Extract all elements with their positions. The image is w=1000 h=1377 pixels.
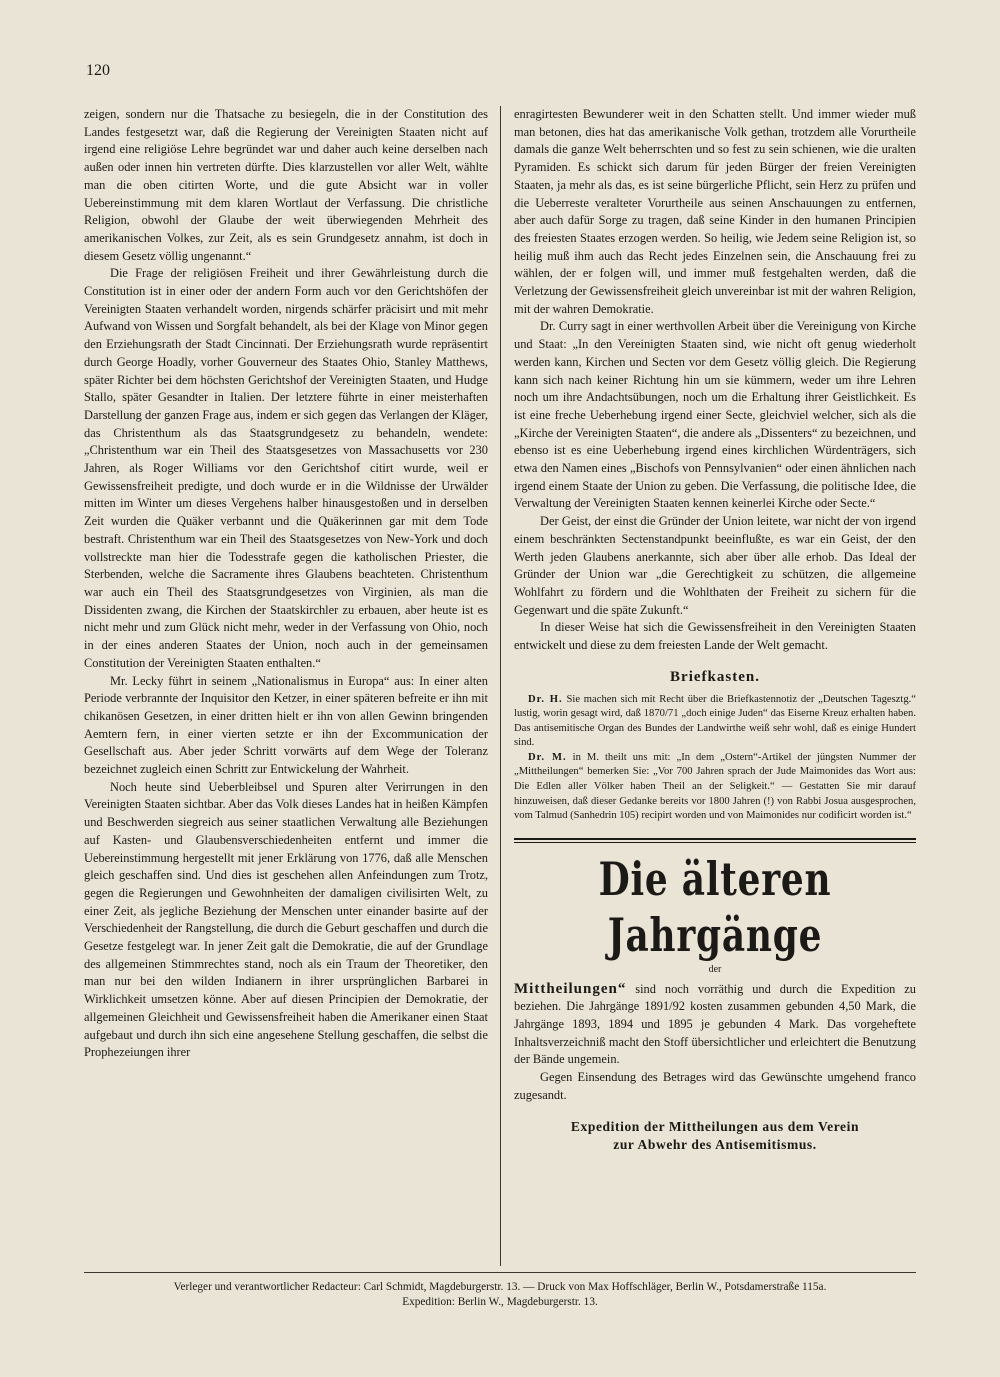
letter-item [514, 693, 916, 751]
ad-paragraph: Gegen Einsendung des Betrages wird das Gewünschte umgehend franco zugesandt. [514, 1070, 916, 1102]
imprint-line: Expedition: Berlin W., Magdeburgerstr. 13. [402, 1296, 598, 1308]
ad-signature-line: zur Abwehr des Antisemitismus. [613, 1137, 817, 1153]
paragraph: enragirtesten Bewunderer weit in den Schatten stellt. Und immer wieder muß man betonen, dies hat das amerikanische Volk gethan, trotzdem alle Vorurtheile damals die ganze Welt beherrschten und so fest zu sein schienen, wie die uralten Pyramiden. Es schickt sich darum für jeden Bürger der freien Vereinigten Staaten, ja mehr als das, es ist seine bürgerliche Pflicht, sein Herz zu prüfen und die Ueberreste veralteter Vorurtheile aus seinen Anschauungen zu entfernen, aber auch dafür Sorge zu tragen, daß seine Kinder in den humanen Principien des freiesten Staates erzogen werden. So heilig, wie Jedem seine Religion ist, so heilig muß ihm auch das Recht jedes Einzelnen sein, die Anschauung frei zu wählen, der er folgen will, und immer muß festgehalten werden, daß die Verletzung der Gewissensfreiheit gleich unvereinbar ist mit der wahren Religion, mit der wahren Demokratie. [514, 107, 916, 316]
ad-body [514, 981, 916, 1105]
paragraph: Dr. Curry sagt in einer werthvollen Arbeit über die Vereinigung von Kirche und Staat: „In den Vereinigten Staaten sind, wie nicht oft genug wiederholt werden kann, Kirchen und Secten vor dem Gesetz völlig gleich. Die Regierung kann sich nach keiner Richtung hin um sie kümmern, weder um ihre Lehren noch um ihre Andachtsübungen, noch um die Erhaltung ihrer Geistlichkeit. Es ist eine freche Ueberhebung irgend einer Secte, gleichviel welcher, sich als die „Kirche der Vereinigten Staaten“, die andere als „Dissenters“ zu bezeichnen, und ebenso ist es eine Ueberhebung irgend eines kirchlichen Würdenträgers, sich etwa den Namen eines „Bischofs von Pennsylvanien“ oder einen ähnlichen nach irgend einem Staate der Union zu geben. Die Verfassung, die politische Idee, die Verwaltung der Vereinigten Staaten kennen keinerlei Kirche oder Secte.“ [514, 319, 916, 511]
ad-der: der [708, 963, 722, 975]
paragraph: Die Frage der religiösen Freiheit und ihrer Gewährleistung durch die Constitution ist in einer oder der andern Form auch vor den Gerichtshöfen der Vereinigten Staaten verhandelt worden, nirgends schärfer präcisirt und mit mehr Aufwand von Wissen und Sorgfalt behandelt, als bei der Klage von Minor gegen den Erziehungsrath der Stadt Cincinnati. Der Erziehungsrath wurde repräsentirt durch George Hoadly, vorher Gouverneur des Staates Ohio, Stanley Matthews, später Richter bei dem höchsten Gerichtshof der Vereinigten Staaten, und Hudge Stallo, später Gesandter in Italien. Der letztere führte in einer meisterhaften Darstellung der ganzen Frage aus, indem er sich gegen das Verlangen der Kläger, das Christenthum als das Staatsgrundgesetz zu behandeln, wendete: „Christenthum war ein Theil des Staatsgesetzes von Massachusetts vor 230 Jahren, als Roger Williams vor den Gerichtshof citirt wurde, weil er Gewissensfreiheit predigte, und doch wurde er in die Wildnisse der Urwälder mitten im Winter um dieses Vergehens halber hinausgestoßen und in derselben Zeit wurden die Quäker verbannt und die Quäkerinnen gar mit dem Tode bestraft. Christenthum war ein Theil des Staatsgesetzes von New-York und doch vollstreckte man hier die Todesstrafe gegen die katholischen Priester, die Sterbenden, welche die Sacramente ihres Glaubens beachteten. Christenthum war auch ein Theil des Staatsgrundgesetzes von Virginien, als man die Dissidenten zwang, die Kirchen der Staatskirchler zu erbauen, aber heute ist es nicht mehr und zum Glück nicht mehr, weder in der Verfassung von Ohio, noch in der eines anderen Staates der Union, noch auch in der gemeinsamen Constitution der Vereinigten Staaten enthalten.“ [84, 266, 488, 670]
briefkasten-letters [514, 693, 916, 824]
ad-paragraph [514, 981, 916, 1070]
ad-text: sind noch vorräthig und durch die Expedition zu beziehen. Die Jahrgänge 1891/92 kosten zusammen gebunden 4,50 Mark, die Jahrgänge 1893, 1894 und 1895 je gebunden 4 Mark. Das vorgeheftete Inhaltsverzeichniß macht den Stoff übersichtlicher und erleichtert die Benutzung der Bände ungemein. [514, 981, 916, 1067]
footer-rule [84, 1272, 916, 1273]
letter-text: in M. theilt uns mit: „In dem „Ostern“-Artikel der jüngsten Nummer der „Mittheilungen“ bemerken Sie: „Vor 700 Jahren sprach der Jude Maimonides das Wort aus: Die Edlen aller Völker haben Theil an der Seligkeit.“ — Gestatten Sie mir darauf hinzuweisen, daß dieser Gedanke bereits vor 1800 Jahren (!) von Rabbi Josua ausgesprochen, vom Talmud (Sanhedrin 105) recipirt worden und von Maimonides nur codificirt worden ist.“ [514, 751, 916, 822]
ad-signature [514, 1118, 916, 1154]
paragraph: Der Geist, der einst die Gründer der Union leitete, war nicht der von irgend einem beschränkten Sectenstandpunkt beeinflußte, es war ein Geist, der den Werth jeden Glaubens anerkannte, sich aber über alle erhob. Das Ideal der Gründer der Union war „die Gerechtigkeit zu schützen, die allgemeine Wohlfahrt zu fördern und die Wohlthaten der Freiheit zu sichern für die Gegenwart und die späte Zukunft.“ [514, 514, 916, 617]
letter-text: Sie machen sich mit Recht über die Briefkastennotiz der „Deutschen Tagesztg.“ lustig, worin gesagt wird, daß 1870/71 „doch einige Juden“ das Eiserne Kreuz erhalten haben. Das antisemitische Organ des Bundes der Landwirthe weiß sehr wohl, daß es einige Hundert sind. [514, 693, 916, 749]
left-column [84, 106, 488, 1062]
advertisement [514, 851, 916, 1155]
letter-recipient: Dr. M. [528, 751, 567, 763]
letter-recipient: Dr. H. [528, 693, 563, 705]
ad-title: Die älteren Jahrgänge [598, 851, 832, 962]
paragraph: Mr. Lecky führt in seinem „Nationalismus in Europa“ aus: In einer alten Periode verbrannte der Inquisitor den Ketzer, in einer späteren befreite er ihn mit chikanösen Gesetzen, in einer dritten hielt er ihn von allen Gewinn bringenden Aemtern fern, in einer vierten setzte er ihn der Excommunication der Gesellschaft aus. Aber jeder Schritt vorwärts auf dem Wege der Toleranz bezeichnet zugleich einen Schritt zur Entwickelung der Wahrheit. [84, 673, 488, 777]
imprint-line: Verleger und verantwortlicher Redacteur: Carl Schmidt, Magdeburgerstr. 13. — Druck von Max Hoffschläger, Berlin W., Potsdamerstraße 115a. [173, 1281, 827, 1293]
ad-mittheilungen: Mittheilungen“ [514, 980, 627, 997]
paragraph: zeigen, sondern nur die Thatsache zu besiegeln, die in der Constitution des Landes festgesetzt war, daß die Regierung der Vereinigten Staaten nicht auf irgend eine religiöse Lehre begründet war und daher auch keine derselben nach außen oder innen hin vertreten dürfte. Dies klarzustellen vor aller Welt, wählte man die oben citirten Worte, und die gute Absicht war in voller Uebereinstimmung mit dem klaren Wortlaut der Verfassung. Die christliche Religion, obwohl der Glaube der weit überwiegenden Mehrheit des amerikanischen Volkes, zur Zeit, als es sein Grundgesetz annahm, ist doch in diesem Gesetz völlig ungenannt.“ [84, 107, 488, 263]
letter-item [514, 751, 916, 824]
column-divider [500, 106, 501, 1266]
imprint-footer [84, 1280, 916, 1310]
ad-signature-line: Expedition der Mittheilungen aus dem Verein [570, 1119, 860, 1135]
right-column [514, 106, 916, 1154]
divider-rule [514, 838, 916, 840]
divider-rule [514, 842, 916, 843]
page-number: 120 [86, 62, 110, 79]
paragraph: Noch heute sind Ueberbleibsel und Spuren alter Verirrungen in den Vereinigten Staaten sichtbar. Aber das Volk dieses Landes hat in heißen Kämpfen und Beschwerden siegreich aus seiner staatlichen Verwaltung alle Beziehungen auf Kasten- und Glaubensverschiedenheiten entfernt und immer die Uebereinstimmung hergestellt mit jener Erklärung von 1776, daß alle Menschen gleich geschaffen sind. Und dies ist geschehen allen Anfeindungen zum Trotz, gegen die Regierungen und Gewohnheiten der damaligen civilisirten Welt, zu einer Zeit, als jegliche Beziehung der Menschen unter einander basirte auf der Verschiedenheit der Rangstellung, die durch die Geburt geschaffen und durch die Gesetze festgelegt war. In jener Zeit galt die Demokratie, die auf der Grundlage des allgemeinen Stimmrechtes stand, noch als ein Traum der Theoretiker, den man nur bei den wilden Indianern in ihrer ursprünglichen Barbarei in Wirklichkeit umsetzen könne. Aber auf diesen Principien der Demokratie, der allgemeinen Gleichheit und Gewissensfreiheit haben die Amerikaner einen Staat aufgebaut und durch ihn sich eine angesehene Stellung geschaffen, die selbst die Prophezeiungen ihrer [84, 779, 488, 1060]
paragraph: In dieser Weise hat sich die Gewissensfreiheit in den Vereinigten Staaten entwickelt und diese zu dem freiesten Lande der Welt gemacht. [514, 620, 916, 653]
briefkasten-heading: Briefkasten. [670, 668, 760, 685]
